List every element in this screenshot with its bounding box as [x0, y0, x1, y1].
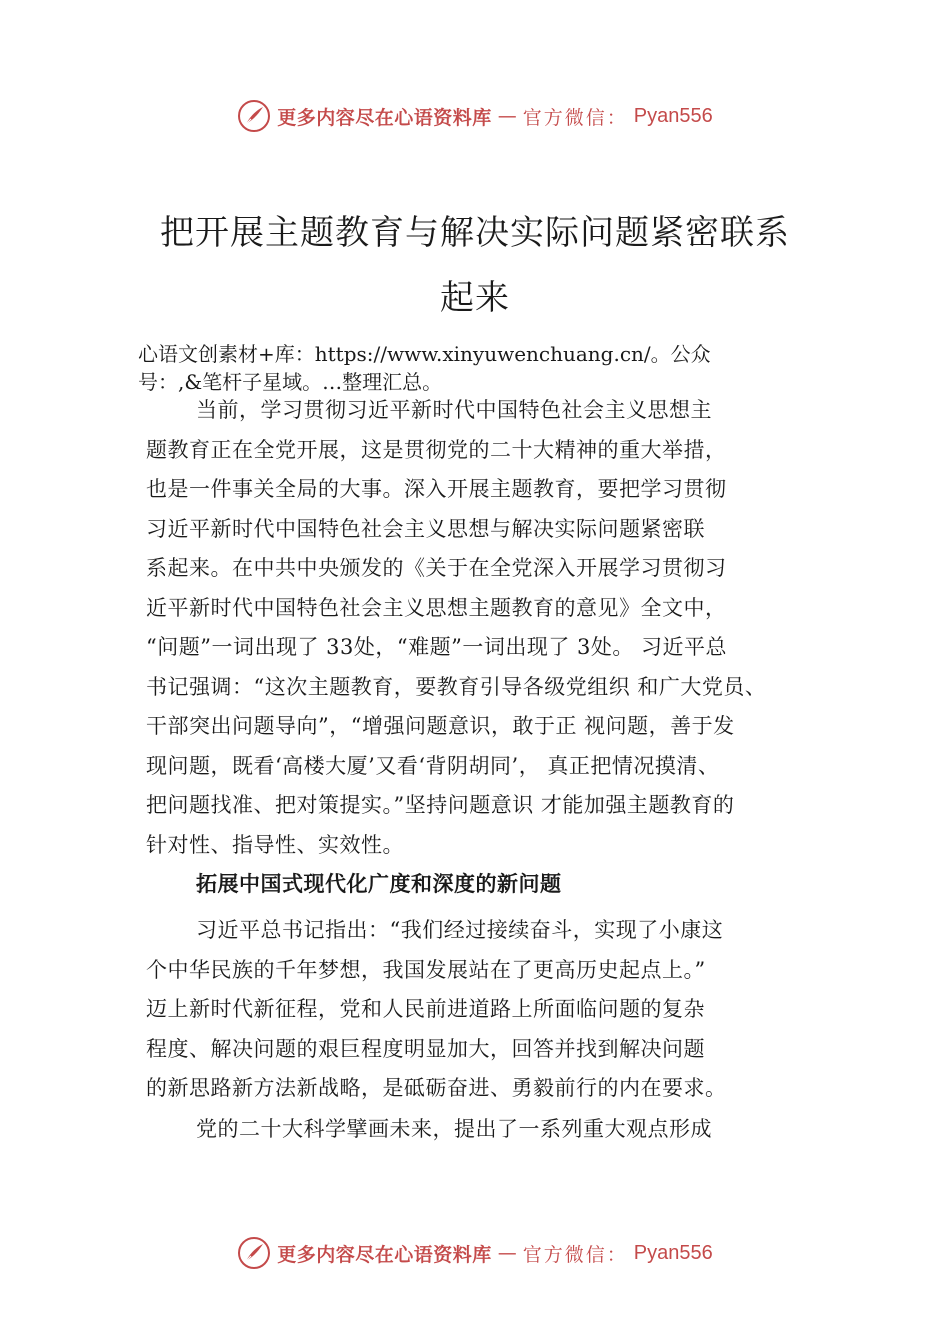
document-title-line-1: 把开展主题教育与解决实际问题紧密联系 [160, 213, 790, 253]
watermark-dash: — [497, 105, 517, 127]
source-note-line-2: 号：,&笔杆子星域。…整理汇总。 [138, 370, 443, 394]
watermark-text: 更多内容尽在心语资料库 [277, 1243, 492, 1266]
watermark-wechat-id: Pyan556 [633, 1241, 713, 1264]
paragraph-line: 程度、解决问题的艰巨程度明显加大，回答并找到解决问题 [146, 1036, 705, 1061]
watermark-footer [0, 1233, 950, 1273]
paragraph-line: 针对性、指导性、实效性。 [146, 832, 404, 857]
watermark-wechat-label: 官方微信： [522, 1243, 628, 1266]
watermark-wechat-id: Pyan556 [633, 104, 713, 127]
watermark-header [0, 96, 950, 136]
source-note [138, 340, 828, 396]
paragraph-line: 也是一件事关全局的大事。深入开展主题教育，要把学习贯彻 [146, 477, 727, 501]
paragraph-line: 的新思路新方法新战略，是砥砺奋进、勇毅前行的内在要求。 [146, 1076, 727, 1100]
paragraph-line: 个中华民族的千年梦想，我国发展站在了更高历史起点上。” [146, 957, 706, 982]
paragraph-line: 现问题，既看‘高楼大厦’又看‘背阴胡同’， 真正把情况摸清、 [146, 753, 720, 778]
paragraph-line: 迈上新时代新征程，党和人民前进道路上所面临问题的复杂 [146, 997, 705, 1021]
section-heading: 拓展中国式现代化广度和深度的新问题 [196, 872, 562, 896]
document-title-line-2: 起来 [440, 278, 510, 318]
paragraph-line: 干部突出问题导向”，“增强问题意识，敢于正 视问题，善于发 [146, 714, 735, 738]
paragraph-line: 系起来。在中共中央颁发的《关于在全党深入开展学习贯彻习 [146, 556, 727, 580]
paragraph-3 [146, 1110, 836, 1150]
paragraph-line: 党的二十大科学擘画未来，提出了一系列重大观点形成 [196, 1117, 712, 1141]
watermark-dash: — [497, 1242, 517, 1264]
paragraph-line: “问题”一词出现了 33处，“难题”一词出现了 3处。 习近平总 [146, 635, 728, 659]
paragraph-2 [146, 911, 836, 1109]
paragraph-line: 当前，学习贯彻习近平新时代中国特色社会主义思想主 [196, 398, 712, 422]
source-note-line-1: 心语文创素材+库：https://www.xinyuwenchuang.cn/。公众 [138, 342, 711, 366]
feather-pen-logo-icon [237, 99, 271, 133]
paragraph-line: 近平新时代中国特色社会主义思想主题教育的意见》全文中， [146, 595, 727, 620]
watermark-wechat-label: 官方微信： [522, 106, 628, 129]
watermark-text: 更多内容尽在心语资料库 [277, 106, 492, 129]
paragraph-line: 习近平新时代中国特色社会主义思想与解决实际问题紧密联 [146, 516, 705, 541]
paragraph-1 [146, 391, 836, 865]
paragraph-line: 题教育正在全党开展，这是贯彻党的二十大精神的重大举措， [146, 437, 727, 462]
paragraph-line: 把问题找准、把对策提实。”坚持问题意识 才能加强主题教育的 [146, 793, 735, 817]
feather-pen-logo-icon [237, 1236, 271, 1270]
paragraph-line: 书记强调：“这次主题教育，要教育引导各级党组织 和广大党员、 [146, 674, 767, 699]
paragraph-line: 习近平总书记指出：“我们经过接续奋斗，实现了小康这 [196, 918, 724, 942]
